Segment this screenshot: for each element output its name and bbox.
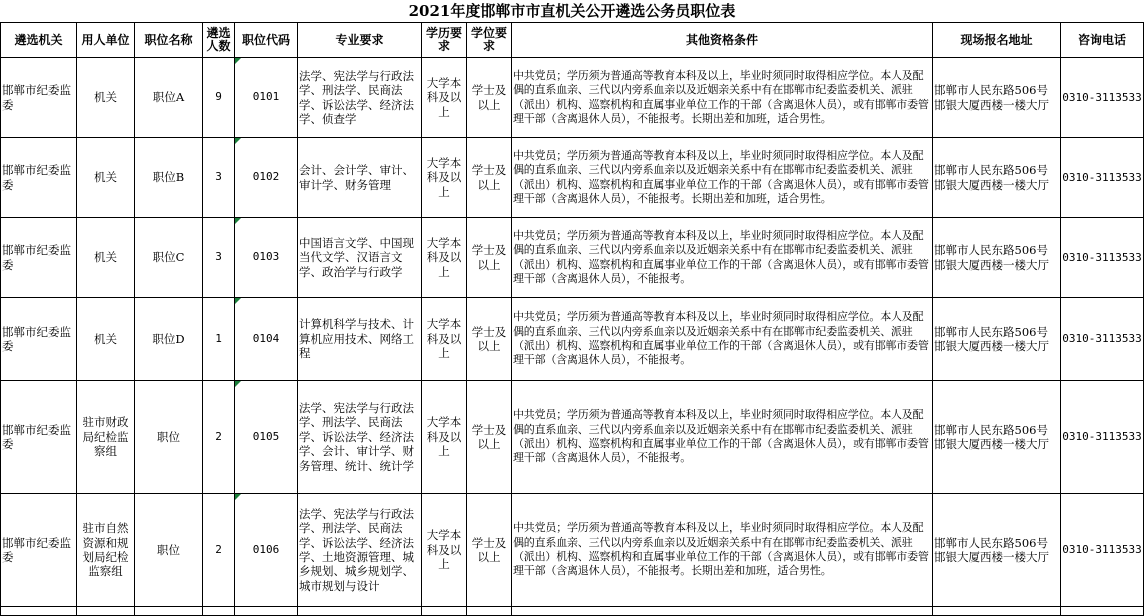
table-row [1,218,1144,298]
cell-degree: 学士及以上 [467,218,512,298]
cell-agency: 邯郸市纪委监委 [1,58,77,138]
header-degree: 学位要求 [467,23,512,58]
header-agency: 遴选机关 [1,23,77,58]
cell-degree: 学士及以上 [467,381,512,494]
cell-position: 职位C [135,218,203,298]
cell-degree: 学士及以上 [467,138,512,218]
cell-conditions: 中共党员；学历须为普通高等教育本科及以上，毕业时须同时取得相应学位。本人及配偶的直系血亲、三代以内旁系血亲以及近姻亲关系中有在邯郸市纪委监委机关、派驻（派出）机构、巡察机构和直属事业单位工作的干部（含离退休人员），或有邯郸市委管理干部（含离退休人员），不能报考。长期出差和加班，适合男性。 [512,58,933,138]
cell-code: 0105 [235,381,298,494]
cell-phone: 0310-3113533 [1061,218,1144,298]
cell-count: 9 [203,58,235,138]
cell-agency: 邯郸市纪委监委 [1,494,77,607]
cell-position: 职位 [135,381,203,494]
position-table [0,22,1144,616]
cell-unit: 机关 [77,298,135,381]
cell-agency: 邯郸市纪委监委 [1,218,77,298]
cell-education: 大学本科及以上 [422,298,467,381]
cell-address: 邯郸市人民东路506号邯银大厦西楼一楼大厅 [933,298,1061,381]
cell-phone: 0310-3113533 [1061,58,1144,138]
cell-conditions: 中共党员；学历须为普通高等教育本科及以上，毕业时须同时取得相应学位。本人及配偶的直系血亲、三代以内旁系血亲以及近姻亲关系中有在邯郸市纪委监委机关、派驻（派出）机构、巡察机构和直属事业单位工作的干部（含离退休人员），或有邯郸市委管理干部（含离退休人员），不能报考。 [512,298,933,381]
header-position: 职位名称 [135,23,203,58]
cell-agency: 邯郸市纪委监委 [1,381,77,494]
cell-code: 0102 [235,138,298,218]
header-education: 学历要求 [422,23,467,58]
cell-education: 大学本科及以上 [422,138,467,218]
header-address: 现场报名地址 [933,23,1061,58]
cell-count: 2 [203,494,235,607]
cell-major: 中国语言文学、中国现当代文学、汉语言文学、政治学与行政学 [298,218,422,298]
table-row [1,494,1144,607]
cell-phone: 0310-3113533 [1061,138,1144,218]
header-phone: 咨询电话 [1061,23,1144,58]
table-row [1,138,1144,218]
cell-unit: 驻市财政局纪检监察组 [77,381,135,494]
cell-degree: 学士及以上 [467,298,512,381]
cell-address: 邯郸市人民东路506号邯银大厦西楼一楼大厅 [933,218,1061,298]
cell-count: 2 [203,381,235,494]
cell-position: 职位D [135,298,203,381]
cell-address: 邯郸市人民东路506号邯银大厦西楼一楼大厅 [933,381,1061,494]
cell-unit: 机关 [77,218,135,298]
cell-address: 邯郸市人民东路506号邯银大厦西楼一楼大厅 [933,494,1061,607]
cell-unit: 驻市自然资源和规划局纪检监察组 [77,494,135,607]
header-major: 专业要求 [298,23,422,58]
cell-education: 大学本科及以上 [422,218,467,298]
cell-conditions: 中共党员；学历须为普通高等教育本科及以上，毕业时须同时取得相应学位。本人及配偶的直系血亲、三代以内旁系血亲以及近姻亲关系中有在邯郸市纪委监委机关、派驻（派出）机构、巡察机构和直属事业单位工作的干部（含离退休人员），或有邯郸市委管理干部（含离退休人员），不能报考。 [512,218,933,298]
cell-unit: 机关 [77,138,135,218]
cell-code: 0103 [235,218,298,298]
header-code: 职位代码 [235,23,298,58]
cell-major: 计算机科学与技术、计算机应用技术、网络工程 [298,298,422,381]
cell-position: 职位 [135,494,203,607]
cell-major: 法学、宪法学与行政法学、刑法学、民商法学、诉讼法学、经济法学、侦查学 [298,58,422,138]
header-row [1,23,1144,58]
cell-agency: 邯郸市纪委监委 [1,138,77,218]
cell-conditions: 中共党员；学历须为普通高等教育本科及以上，毕业时须同时取得相应学位。本人及配偶的直系血亲、三代以内旁系血亲以及近姻亲关系中有在邯郸市纪委监委机关、派驻（派出）机构、巡察机构和直属事业单位工作的干部（含离退休人员），或有邯郸市委管理干部（含离退休人员），不能报考。长期出差和加班，适合男性。 [512,494,933,607]
cell-code: 0101 [235,58,298,138]
table-title: 2021年度邯郸市市直机关公开遴选公务员职位表 [408,2,736,20]
table-row [1,298,1144,381]
cell-code: 0104 [235,298,298,381]
cell-major: 法学、宪法学与行政法学、刑法学、民商法学、诉讼法学、经济法学、会计、审计学、财务管理、统计、统计学 [298,381,422,494]
cell-major: 法学、宪法学与行政法学、刑法学、民商法学、诉讼法学、经济法学、土地资源管理、城乡规划、城乡规划学、城市规划与设计 [298,494,422,607]
cell-phone: 0310-3113533 [1061,494,1144,607]
cell-position: 职位A [135,58,203,138]
cell-count: 3 [203,218,235,298]
cell-count: 3 [203,138,235,218]
cell-degree: 学士及以上 [467,494,512,607]
header-conditions: 其他资格条件 [512,23,933,58]
cell-count: 1 [203,298,235,381]
cell-agency: 邯郸市纪委监委 [1,298,77,381]
header-unit: 用人单位 [77,23,135,58]
header-count: 遴选人数 [203,23,235,58]
cell-education: 大学本科及以上 [422,494,467,607]
cell-unit: 机关 [77,58,135,138]
cell-phone: 0310-3113533 [1061,298,1144,381]
cell-conditions: 中共党员；学历须为普通高等教育本科及以上，毕业时须同时取得相应学位。本人及配偶的直系血亲、三代以内旁系血亲以及近姻亲关系中有在邯郸市纪委监委机关、派驻（派出）机构、巡察机构和直属事业单位工作的干部（含离退休人员），或有邯郸市委管理干部（含离退休人员），不能报考。 [512,381,933,494]
table-row [1,381,1144,494]
table-row [1,58,1144,138]
cell-major: 会计、会计学、审计、审计学、财务管理 [298,138,422,218]
cell-education: 大学本科及以上 [422,58,467,138]
cell-position: 职位B [135,138,203,218]
cell-address: 邯郸市人民东路506号邯银大厦西楼一楼大厅 [933,58,1061,138]
cell-address: 邯郸市人民东路506号邯银大厦西楼一楼大厅 [933,138,1061,218]
cell-code: 0106 [235,494,298,607]
cell-degree: 学士及以上 [467,58,512,138]
cell-phone: 0310-3113533 [1061,381,1144,494]
cell-education: 大学本科及以上 [422,381,467,494]
cell-conditions: 中共党员；学历须为普通高等教育本科及以上，毕业时须同时取得相应学位。本人及配偶的直系血亲、三代以内旁系血亲以及近姻亲关系中有在邯郸市纪委监委机关、派驻（派出）机构、巡察机构和直属事业单位工作的干部（含离退休人员），或有邯郸市委管理干部（含离退休人员），不能报考。长期出差和加班，适合男性。 [512,138,933,218]
